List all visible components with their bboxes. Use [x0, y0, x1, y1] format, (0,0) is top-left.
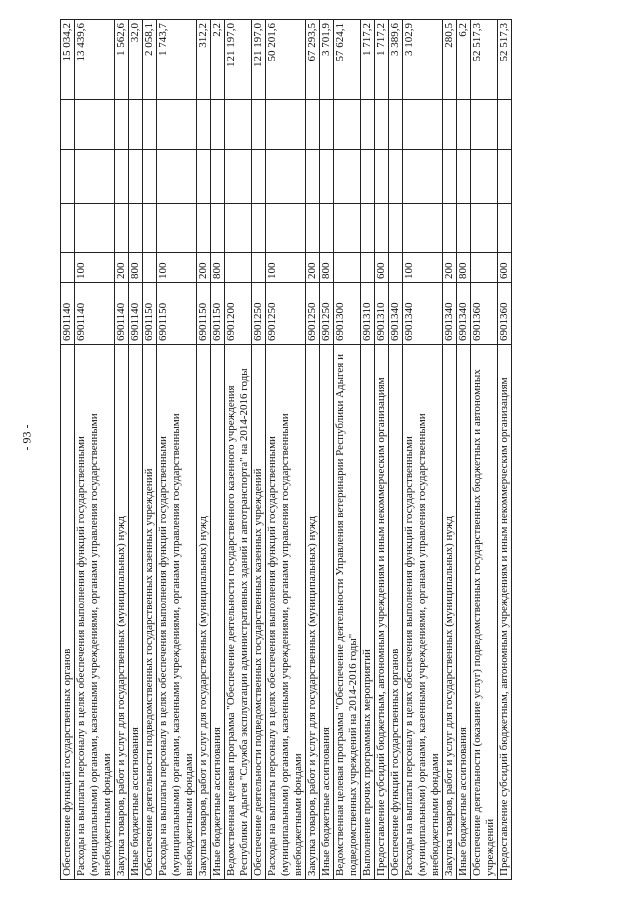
value-cell-2 — [266, 150, 306, 204]
row-name-cell: Обеспечение деятельности подведомственных государственных казенных учреждений — [143, 345, 157, 880]
value-cell-3 — [375, 100, 389, 150]
value-cell-3 — [457, 100, 471, 150]
amount-cell: 1 562,6 — [115, 20, 129, 100]
table-row — [498, 20, 512, 880]
budget-table-body — [61, 20, 512, 880]
table-row — [266, 20, 306, 880]
value-cell-3 — [115, 100, 129, 150]
value-cell-3 — [389, 100, 403, 150]
value-cell-2 — [498, 150, 512, 204]
target-article-code: 6901360 — [498, 283, 512, 345]
amount-cell: 3 389,6 — [389, 20, 403, 100]
expense-type-code: 100 — [157, 253, 197, 283]
value-cell-3 — [471, 100, 498, 150]
table-row — [197, 20, 211, 880]
value-cell-1 — [443, 204, 457, 253]
row-name-cell: Закупка товаров, работ и услуг для государственных (муниципальных) нужд — [197, 345, 211, 880]
row-name-cell: Ведомственная целевая программа "Обеспечение деятельности Управления ветеринарии Республики Адыгея и подведомственных учреждений на 2014-2016 годы" — [334, 345, 361, 880]
value-cell-2 — [471, 150, 498, 204]
row-name-cell: Иные бюджетные ассигнования — [320, 345, 334, 880]
row-name-cell: Ведомственная целевая программа "Обеспечение деятельности государственного казенного учреждения Республики Адыгея "Служба эксплуатации административных зданий и автотранспорта" на 2014-2016 годы — [225, 345, 252, 880]
table-row — [211, 20, 225, 880]
amount-cell: 52 517,3 — [471, 20, 498, 100]
amount-cell: 1 717,2 — [361, 20, 375, 100]
table-row — [334, 20, 361, 880]
expense-type-code: 600 — [375, 253, 389, 283]
row-name-cell: Иные бюджетные ассигнования — [129, 345, 143, 880]
value-cell-2 — [457, 150, 471, 204]
target-article-code: 6901340 — [389, 283, 403, 345]
amount-cell: 1 743,7 — [157, 20, 197, 100]
row-name-cell: Закупка товаров, работ и услуг для государственных (муниципальных) нужд — [306, 345, 320, 880]
row-name-cell: Иные бюджетные ассигнования — [457, 345, 471, 880]
target-article-code: 6901360 — [471, 283, 498, 345]
table-row — [471, 20, 498, 880]
target-article-code: 6901250 — [320, 283, 334, 345]
table-row — [225, 20, 252, 880]
row-name-cell: Обеспечение функций государственных органов — [389, 345, 403, 880]
table-row — [361, 20, 375, 880]
value-cell-3 — [61, 100, 75, 150]
value-cell-3 — [498, 100, 512, 150]
value-cell-2 — [61, 150, 75, 204]
expense-type-code: 600 — [498, 253, 512, 283]
value-cell-3 — [75, 100, 115, 150]
target-article-code: 6901140 — [115, 283, 129, 345]
row-name-cell: Расходы на выплаты персоналу в целях обеспечения выполнения функций государственными (муниципальными) органами, казенными учреждениями, органами управления государственными внебюджетными фондами — [157, 345, 197, 880]
amount-cell: 280,5 — [443, 20, 457, 100]
expense-type-code — [225, 253, 252, 283]
value-cell-2 — [115, 150, 129, 204]
value-cell-2 — [403, 150, 443, 204]
expense-type-code — [61, 253, 75, 283]
value-cell-3 — [252, 100, 266, 150]
value-cell-1 — [266, 204, 306, 253]
target-article-code: 6901140 — [129, 283, 143, 345]
expense-type-code: 100 — [403, 253, 443, 283]
budget-table — [60, 19, 512, 880]
table-row — [143, 20, 157, 880]
rotated-sheet — [60, 20, 625, 880]
table-row — [75, 20, 115, 880]
value-cell-1 — [334, 204, 361, 253]
table-row — [403, 20, 443, 880]
value-cell-3 — [443, 100, 457, 150]
value-cell-1 — [197, 204, 211, 253]
target-article-code: 6901150 — [143, 283, 157, 345]
value-cell-3 — [403, 100, 443, 150]
value-cell-2 — [252, 150, 266, 204]
row-name-cell: Иные бюджетные ассигнования — [211, 345, 225, 880]
target-article-code: 6901300 — [334, 283, 361, 345]
value-cell-3 — [157, 100, 197, 150]
amount-cell: 121 197,0 — [252, 20, 266, 100]
amount-cell: 3 102,9 — [403, 20, 443, 100]
table-row — [129, 20, 143, 880]
amount-cell: 32,0 — [129, 20, 143, 100]
expense-type-code — [334, 253, 361, 283]
value-cell-2 — [306, 150, 320, 204]
amount-cell: 2,2 — [211, 20, 225, 100]
value-cell-3 — [225, 100, 252, 150]
value-cell-1 — [129, 204, 143, 253]
expense-type-code: 800 — [129, 253, 143, 283]
row-name-cell: Предоставление субсидий бюджетным, автономным учреждениям и иным некоммерческим организациям — [375, 345, 389, 880]
table-row — [389, 20, 403, 880]
table-row — [457, 20, 471, 880]
table-row — [375, 20, 389, 880]
value-cell-2 — [320, 150, 334, 204]
value-cell-3 — [266, 100, 306, 150]
target-article-code: 6901200 — [225, 283, 252, 345]
table-row — [157, 20, 197, 880]
value-cell-3 — [197, 100, 211, 150]
row-name-cell: Расходы на выплаты персоналу в целях обеспечения выполнения функций государственными (муниципальными) органами, казенными учреждениями, органами управления государственными внебюджетными фондами — [403, 345, 443, 880]
amount-cell: 50 201,6 — [266, 20, 306, 100]
amount-cell: 13 439,6 — [75, 20, 115, 100]
expense-type-code: 800 — [211, 253, 225, 283]
row-name-cell: Закупка товаров, работ и услуг для государственных (муниципальных) нужд — [115, 345, 129, 880]
value-cell-2 — [389, 150, 403, 204]
target-article-code: 6901340 — [403, 283, 443, 345]
target-article-code: 6901310 — [361, 283, 375, 345]
value-cell-1 — [225, 204, 252, 253]
value-cell-2 — [443, 150, 457, 204]
value-cell-1 — [471, 204, 498, 253]
value-cell-2 — [143, 150, 157, 204]
value-cell-2 — [197, 150, 211, 204]
target-article-code: 6901140 — [75, 283, 115, 345]
value-cell-1 — [252, 204, 266, 253]
value-cell-2 — [75, 150, 115, 204]
value-cell-1 — [75, 204, 115, 253]
value-cell-2 — [375, 150, 389, 204]
expense-type-code: 100 — [75, 253, 115, 283]
value-cell-2 — [225, 150, 252, 204]
expense-type-code — [471, 253, 498, 283]
value-cell-1 — [320, 204, 334, 253]
expense-type-code: 200 — [197, 253, 211, 283]
target-article-code: 6901340 — [457, 283, 471, 345]
value-cell-1 — [403, 204, 443, 253]
target-article-code: 6901310 — [375, 283, 389, 345]
value-cell-3 — [334, 100, 361, 150]
row-name-cell: Обеспечение деятельности подведомственных государственных казенных учреждений — [252, 345, 266, 880]
page-number: - 93 - — [19, 424, 34, 451]
target-article-code: 6901150 — [211, 283, 225, 345]
target-article-code: 6901340 — [443, 283, 457, 345]
table-row — [443, 20, 457, 880]
value-cell-2 — [211, 150, 225, 204]
target-article-code: 6901250 — [252, 283, 266, 345]
amount-cell: 2 058,1 — [143, 20, 157, 100]
amount-cell: 67 293,5 — [306, 20, 320, 100]
value-cell-1 — [375, 204, 389, 253]
value-cell-1 — [498, 204, 512, 253]
amount-cell: 312,2 — [197, 20, 211, 100]
value-cell-1 — [157, 204, 197, 253]
amount-cell: 6,2 — [457, 20, 471, 100]
expense-type-code — [361, 253, 375, 283]
expense-type-code: 800 — [320, 253, 334, 283]
amount-cell: 57 624,1 — [334, 20, 361, 100]
row-name-cell: Расходы на выплаты персоналу в целях обеспечения выполнения функций государственными (муниципальными) органами, казенными учреждениями, органами управления государственными внебюджетными фондами — [266, 345, 306, 880]
expense-type-code — [143, 253, 157, 283]
row-name-cell: Выполнение прочих программных мероприятий — [361, 345, 375, 880]
value-cell-2 — [334, 150, 361, 204]
expense-type-code: 800 — [457, 253, 471, 283]
value-cell-2 — [361, 150, 375, 204]
target-article-code: 6901150 — [197, 283, 211, 345]
table-row — [252, 20, 266, 880]
expense-type-code: 200 — [115, 253, 129, 283]
table-row — [115, 20, 129, 880]
amount-cell: 15 034,2 — [61, 20, 75, 100]
value-cell-3 — [306, 100, 320, 150]
value-cell-2 — [157, 150, 197, 204]
value-cell-1 — [143, 204, 157, 253]
table-row — [61, 20, 75, 880]
value-cell-1 — [389, 204, 403, 253]
value-cell-3 — [211, 100, 225, 150]
value-cell-1 — [361, 204, 375, 253]
value-cell-2 — [129, 150, 143, 204]
row-name-cell: Обеспечение деятельности (оказание услуг) подведомственных государственных бюджетных и автономных учреждений — [471, 345, 498, 880]
target-article-code: 6901250 — [306, 283, 320, 345]
row-name-cell: Предоставление субсидий бюджетным, автономным учреждениям и иным некоммерческим организациям — [498, 345, 512, 880]
value-cell-1 — [306, 204, 320, 253]
amount-cell: 3 701,9 — [320, 20, 334, 100]
row-name-cell: Расходы на выплаты персоналу в целях обеспечения выполнения функций государственными (муниципальными) органами, казенными учреждениями, органами управления государственными внебюджетными фондами — [75, 345, 115, 880]
value-cell-3 — [129, 100, 143, 150]
value-cell-1 — [211, 204, 225, 253]
expense-type-code: 200 — [306, 253, 320, 283]
value-cell-1 — [115, 204, 129, 253]
value-cell-3 — [143, 100, 157, 150]
table-row — [320, 20, 334, 880]
expense-type-code — [389, 253, 403, 283]
amount-cell: 52 517,3 — [498, 20, 512, 100]
value-cell-3 — [361, 100, 375, 150]
target-article-code: 6901150 — [157, 283, 197, 345]
value-cell-1 — [61, 204, 75, 253]
row-name-cell: Закупка товаров, работ и услуг для государственных (муниципальных) нужд — [443, 345, 457, 880]
value-cell-3 — [320, 100, 334, 150]
target-article-code: 6901140 — [61, 283, 75, 345]
expense-type-code: 100 — [266, 253, 306, 283]
target-article-code: 6901250 — [266, 283, 306, 345]
value-cell-1 — [457, 204, 471, 253]
amount-cell: 121 197,0 — [225, 20, 252, 100]
expense-type-code: 200 — [443, 253, 457, 283]
table-row — [306, 20, 320, 880]
row-name-cell: Обеспечение функций государственных органов — [61, 345, 75, 880]
amount-cell: 1 717,2 — [375, 20, 389, 100]
expense-type-code — [252, 253, 266, 283]
